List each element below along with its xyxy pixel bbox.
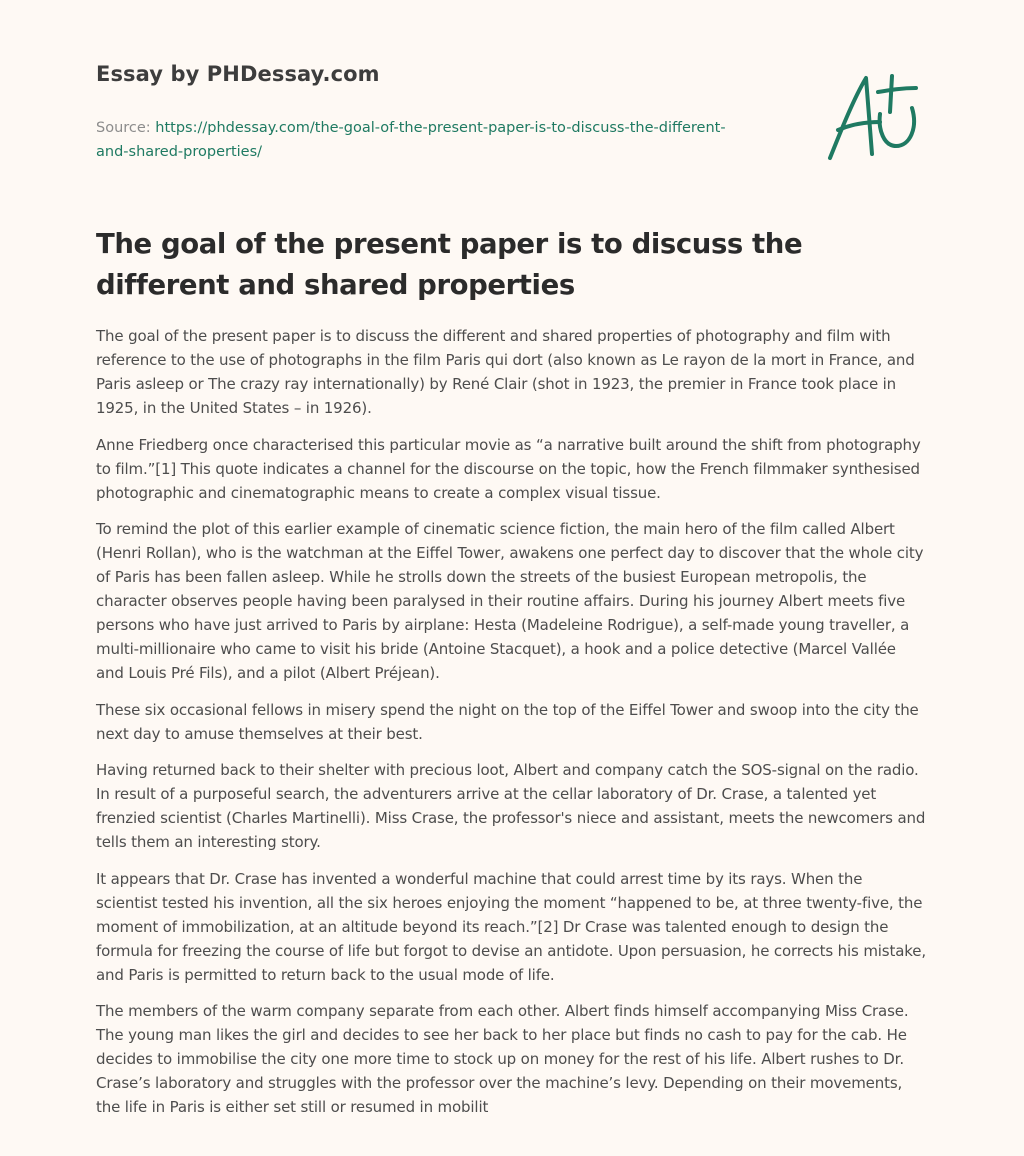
source-link[interactable] (96, 120, 726, 160)
source-link-line-2: and-shared-properties/ (96, 144, 263, 160)
paragraph: It appears that Dr. Crase has invented a wonderful machine that could arrest time by its rays. When the scientist tested his invention, all the six heroes enjoying the moment “happened to be, at three twenty-five, the moment of immobilization, at an altitude beyond its reach.”[2] Dr Crase was talented enough to design the formula for freezing the course of life but forgot to devise an antidote. Upon persuasion, he corrects his mistake, and Paris is permitted to return back to the usual mode of life. (96, 869, 926, 984)
paragraph: Having returned back to their shelter with precious loot, Albert and company catch the SOS-signal on the radio. In result of a purposeful search, the adventurers arrive at the cellar laboratory of Dr. Crase, a talented yet frenzied scientist (Charles Martinelli). Miss Crase, the professor's niece and assistant, meets the newcomers and tells them an interesting story. (96, 761, 926, 851)
source-link-line-1: https://phdessay.com/the-goal-of-the-present-paper-is-to-discuss-the-different- (155, 120, 726, 136)
a-plus-logo-icon (822, 68, 926, 164)
paragraph: These six occasional fellows in misery spend the night on the top of the Eiffel Tower and swoop into the city the next day to amuse themselves at their best. (96, 700, 919, 743)
site-brand: Essay by PHDessay.com (96, 62, 380, 86)
paragraph: To remind the plot of this earlier example of cinematic science fiction, the main hero of the film called Albert (Henri Rollan), who is the watchman at the Eiffel Tower, awakens one perfect day to discover that the whole city of Paris has been fallen asleep. While he strolls down the streets of the busiest European metropolis, the character observes people having been paralysed in their routine affairs. During his journey Albert meets five persons who have just arrived to Paris by airplane: Hesta (Madeleine Rodrigue), a self-made young traveller, a multi-millionaire who came to visit his bride (Antoine Stacquet), a hook and a police detective (Marcel Vallée and Louis Pré Fils), and a pilot (Albert Préjean). (96, 520, 924, 682)
source-label: Source: (96, 120, 151, 136)
source-line (96, 116, 796, 164)
paragraph: The goal of the present paper is to discuss the different and shared properties of photography and film with reference to the use of photographs in the film Paris qui dort (also known as Le rayon de la mort in France, and Paris asleep or The crazy ray internationally) by René Clair (shot in 1923, the premier in France took place in 1925, in the United States – in 1926). (96, 327, 915, 417)
article-body (96, 324, 928, 1132)
paragraph: The members of the warm company separate from each other. Albert finds himself accompanying Miss Crase. The young man likes the girl and decides to see her back to her place but finds no cash to pay for the cab. He decides to immobilise the city one more time to stock up on money for the rest of his life. Albert rushes to Dr. Crase’s laboratory and struggles with the professor over the machine’s levy. Depending on their movements, the life in Paris is either set still or resumed in mobilit (96, 1002, 909, 1116)
paragraph: Anne Friedberg once characterised this particular movie as “a narrative built around the shift from photography to film.”[1] This quote indicates a channel for the discourse on the topic, how the French filmmaker synthesised photographic and cinematographic means to create a complex visual tissue. (96, 435, 921, 502)
article-title: The goal of the present paper is to discuss the different and shared properties (96, 228, 803, 301)
page-header (96, 62, 796, 164)
